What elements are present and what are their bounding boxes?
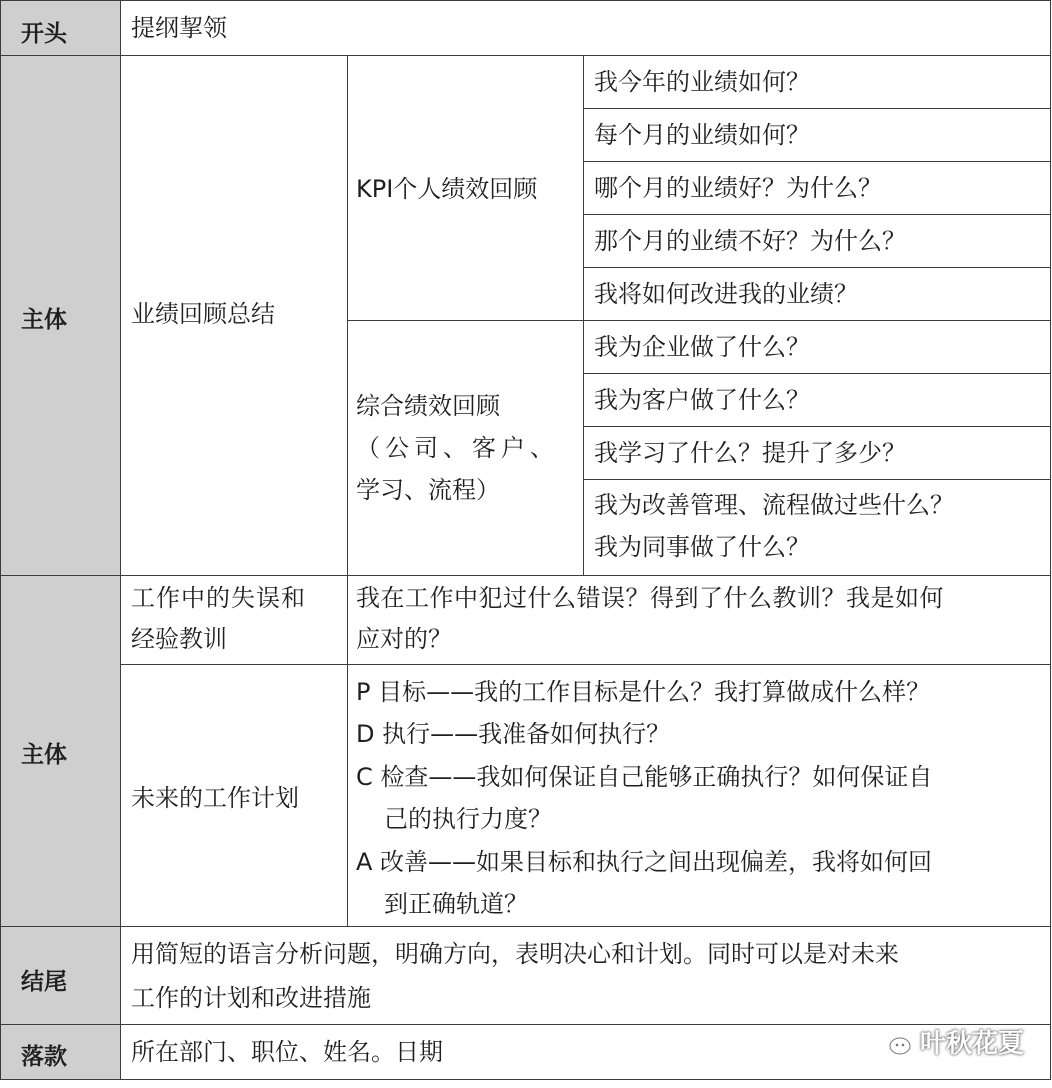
kpi-review-title-cell (347, 55, 584, 321)
row-opening-content: 提纲挈领 (131, 14, 227, 42)
comprehensive-review-title-line: （公司、客户、 (356, 434, 559, 462)
comprehensive-question-cell (583, 479, 1051, 576)
performance-review-topic: 业绩回顾总结 (131, 300, 275, 328)
future-plan-title-cell (120, 664, 348, 927)
wechat-icon (876, 1027, 912, 1057)
kpi-question-cell (583, 214, 1051, 268)
plan-line-a-cont: 到正确轨道？ (384, 890, 528, 918)
kpi-question-cell (583, 267, 1051, 321)
row-body1-label: 主体 (21, 307, 67, 333)
kpi-question: 每个月的业绩如何？ (594, 121, 810, 149)
kpi-question: 哪个月的业绩好？为什么？ (594, 174, 882, 202)
comprehensive-question-cell (583, 426, 1051, 480)
comprehensive-question: 我学习了什么？提升了多少？ (594, 439, 906, 467)
row-ending-label-cell (0, 926, 121, 1025)
kpi-question: 我今年的业绩如何？ (594, 68, 810, 96)
performance-review-topic-cell (120, 55, 348, 576)
row-opening-content-cell (120, 0, 1051, 56)
plan-line-p: P 目标——我的工作目标是什么？我打算做成什么样？ (356, 678, 931, 706)
kpi-question: 那个月的业绩不好？为什么？ (594, 227, 906, 255)
future-plan-title: 未来的工作计划 (131, 784, 299, 812)
comprehensive-review-title-line: 综合绩效回顾 (356, 392, 500, 420)
ending-content-line: 工作的计划和改进措施 (131, 984, 371, 1012)
comprehensive-question: 我为同事做了什么？ (594, 533, 810, 561)
watermark-text: 叶秋花夏 (919, 1029, 1024, 1059)
kpi-question-cell (583, 161, 1051, 215)
watermark (876, 1023, 1024, 1060)
ending-content-line: 用简短的语言分析问题，明确方向，表明决心和计划。同时可以是对未来 (131, 940, 899, 968)
plan-line-d: D 执行——我准备如何执行？ (356, 720, 671, 748)
row-ending-content-cell (120, 926, 1051, 1025)
row-signature-label: 落款 (21, 1044, 67, 1070)
kpi-review-title: KPI个人绩效回顾 (356, 175, 538, 203)
kpi-question: 我将如何改进我的业绩？ (594, 280, 858, 308)
plan-line-c: C 检查——我如何保证自己能够正确执行？如何保证自 (356, 763, 933, 791)
mistakes-content-cell (347, 575, 1051, 665)
row-opening-label: 开头 (21, 21, 67, 47)
mistakes-content-line: 我在工作中犯过什么错误？得到了什么教训？我是如何 (356, 584, 944, 612)
row-body2-label: 主体 (21, 742, 67, 768)
row-ending-label: 结尾 (21, 969, 67, 995)
comprehensive-question: 我为企业做了什么？ (594, 333, 810, 361)
row-body1-label-cell (0, 55, 121, 576)
kpi-question-cell (583, 55, 1051, 109)
kpi-question-cell (583, 108, 1051, 162)
comprehensive-review-title-line: 学习、流程） (356, 476, 500, 504)
row-signature-label-cell (0, 1024, 121, 1080)
mistakes-title-cell (120, 575, 348, 665)
comprehensive-question-cell (583, 320, 1051, 374)
future-plan-content-cell (347, 664, 1051, 927)
row-opening-label-cell (0, 0, 121, 56)
row-signature-content: 所在部门、职位、姓名。日期 (131, 1038, 443, 1066)
plan-line-a: A 改善——如果目标和执行之间出现偏差，我将如何回 (356, 848, 933, 876)
mistakes-title-line: 工作中的失误和 (131, 584, 306, 612)
comprehensive-question-cell (583, 373, 1051, 427)
plan-line-c-cont: 己的执行力度？ (384, 805, 552, 833)
mistakes-title-line: 经验教训 (131, 625, 227, 653)
comprehensive-review-title-cell (347, 320, 584, 576)
mistakes-content-line: 应对的？ (356, 625, 452, 653)
row-body2-label-cell (0, 575, 121, 927)
comprehensive-question: 我为客户做了什么？ (594, 386, 810, 414)
comprehensive-question: 我为改善管理、流程做过些什么？ (594, 491, 954, 519)
